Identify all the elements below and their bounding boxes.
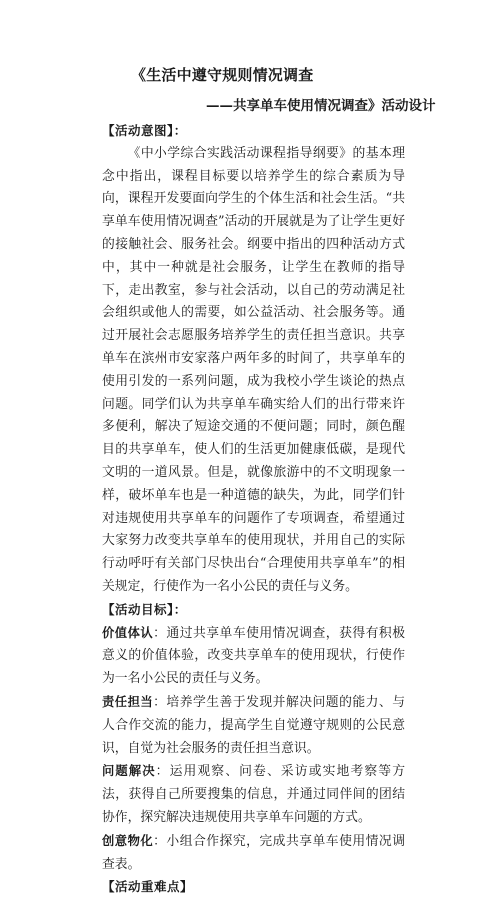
goal-term: 价值体认 [102,625,154,640]
document-title: 《生活中遵守规则情况调查 [131,66,314,84]
section-heading-intent: 【活动意图】： [102,123,187,138]
goal-item-responsibility [102,691,405,760]
goal-item-value [102,622,405,691]
document-body [102,120,405,899]
goal-text: ：培养学生善于发现并解决问题的能力、与人合作交流的能力，提高学生自觉遵守规则的公民意识，自觉为社会服务的责任担当意识。 [102,694,405,756]
goal-item-creative [102,830,405,877]
intent-paragraph: 《中小学综合实践活动课程指导纲要》的基本理念中指出，课程目标要以培养学生的综合素质为导向，课程开发要面向学生的个体生活和社会生活。“共享单车使用情况调查”活动的开展就是为了让学生更好的接触社会、服务社会。纲要中指出的四种活动方式中，其中一种就是社会服务，让学生在教师的指导下，走出教室，参与社会活动，以自己的劳动满足社会组织或他人的需要，如公益活动、社会服务等。通过开展社会志愿服务培养学生的责任担当意识。共享单车在滨州市安家落户两年多的时间了，共享单车的使用引发的一系列问题，成为我校小学生谈论的热点问题。同学们认为共享单车确实给人们的出行带来许多便利，解决了短途交通的不便问题；同时，颜色醒目的共享单车，使人们的生活更加健康低碳，是现代文明的一道风景。但是，就像旅游中的不文明现象一样，破坏单车也是一种道德的缺失，为此，同学们针对违规使用共享单车的问题作了专项调查，希望通过大家努力改变共享单车的使用现状，并用自己的实际行动呼吁有关部门尽快出台“合理使用共享单车”的相关规定，行使作为一名小公民的责任与义务。 [102,145,405,594]
goal-text: ：通过共享单车使用情况调查，获得有积极意义的价值体验，改变共享单车的使用现状，行使作为一名小公民的责任与义务。 [102,625,405,687]
goal-term: 创意物化 [102,833,154,848]
goal-term: 责任担当 [102,694,154,709]
goal-text: ：运用观察、问卷、采访或实地考察等方法，获得自己所要搜集的信息，并通过同伴间的团结协作，探究解决违规使用共享单车问题的方式。 [102,764,405,825]
goal-term: 问题解决 [102,764,156,779]
goal-text: ：小组合作探究，完成共享单车使用情况调查表。 [102,833,405,872]
document-subtitle: ——共享单车使用情况调查》活动设计 [206,98,436,114]
section-heading-goals: 【活动目标】： [102,601,187,617]
goal-item-problem-solving [102,760,405,829]
section-heading-key-points: 【活动重难点】 [102,879,194,895]
